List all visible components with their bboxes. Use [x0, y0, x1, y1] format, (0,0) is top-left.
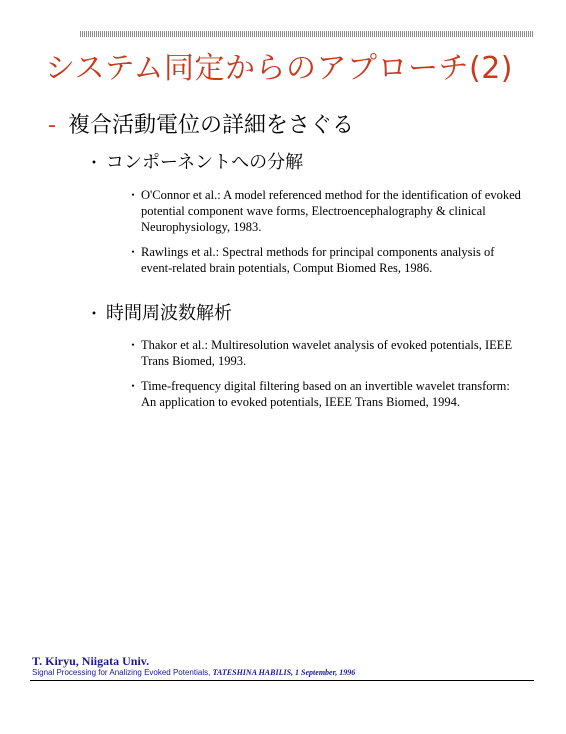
bullet-marker: ・	[127, 245, 140, 259]
reference-item	[127, 337, 527, 369]
bullet-marker: ・	[86, 304, 103, 323]
footer-author: T. Kiryu, Niigata Univ.	[32, 654, 150, 668]
bullet-marker: ・	[127, 379, 140, 393]
reference-item	[127, 244, 527, 276]
reference-item	[127, 187, 527, 235]
section-heading-decomposition	[86, 151, 303, 175]
main-bullet	[48, 112, 354, 140]
section-heading-text: 時間周波数解析	[106, 303, 232, 324]
reference-text: O'Connor et al.: A model referenced method for the identification of evoked potential component wave forms, Electroencephalography & clinical Neurophysiology, 1983.	[141, 188, 521, 234]
dash-marker: -	[48, 113, 56, 138]
section-heading-text: コンポーネントへの分解	[106, 152, 304, 173]
section-heading-time-frequency	[86, 302, 232, 326]
bullet-marker: ・	[127, 188, 140, 202]
footer-venue: TATESHINA HABILIS, 1 September, 1996	[212, 668, 356, 677]
header-decorative-bar	[80, 31, 534, 37]
reference-text: Time-frequency digital filtering based on an invertible wavelet transform: An application to evoked potentials, IEEE Trans Biomed, 1994.	[141, 379, 510, 409]
bullet-marker: ・	[86, 153, 103, 172]
footer-subtitle-text: Signal Processing for Analizing Evoked Potentials,	[32, 668, 211, 677]
slide-title: システム同定からのアプローチ(2)	[45, 51, 513, 86]
footer-subtitle	[32, 668, 355, 677]
main-bullet-text: 複合活動電位の詳細をさぐる	[68, 113, 355, 138]
reference-list	[127, 187, 527, 285]
bullet-marker: ・	[127, 338, 140, 352]
footer-divider	[30, 680, 534, 681]
reference-text: Rawlings et al.: Spectral methods for principal components analysis of event-related brain potentials, Comput Biomed Res, 1986.	[141, 245, 495, 275]
reference-list	[127, 337, 527, 419]
reference-item	[127, 378, 527, 410]
reference-text: Thakor et al.: Multiresolution wavelet analysis of evoked potentials, IEEE Trans Biomed, 1993.	[141, 338, 513, 368]
